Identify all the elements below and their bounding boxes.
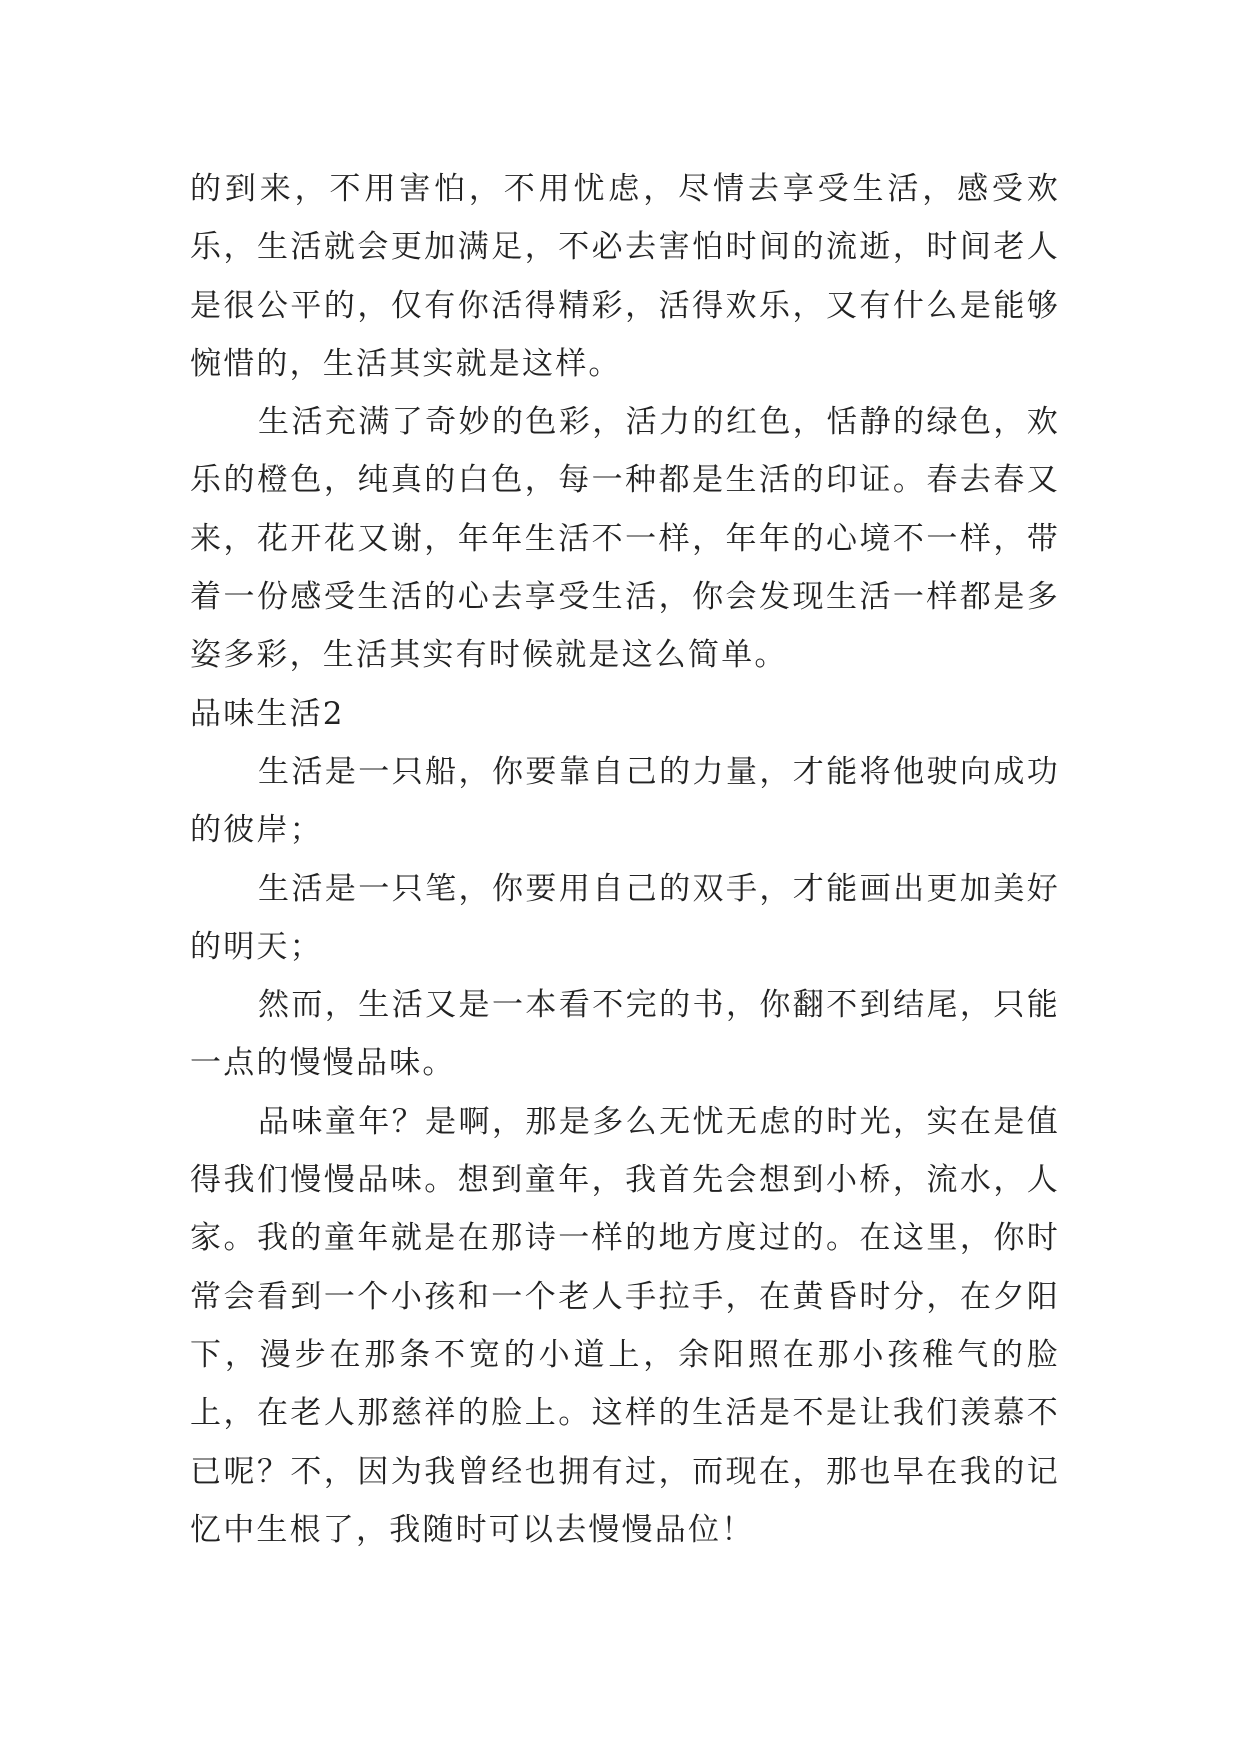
paragraph-life-pen: 生活是一只笔，你要用自己的双手，才能画出更加美好的明天； — [190, 870, 1060, 965]
document-body — [190, 160, 1060, 1559]
paragraph-life-book: 然而，生活又是一本看不完的书，你翻不到结尾，只能一点的慢慢品味。 — [190, 987, 1060, 1082]
section-heading: 品味生活2 — [190, 695, 345, 732]
paragraph-continuation: 的到来，不用害怕，不用忧虑，尽情去享受生活，感受欢乐，生活就会更加满足，不必去害怕时间的流逝，时间老人是很公平的，仅有你活得精彩，活得欢乐，又有什么是能够惋惜的，生活其实就是这样。 — [190, 171, 1060, 382]
paragraph-life-boat: 生活是一只船，你要靠自己的力量，才能将他驶向成功的彼岸； — [190, 753, 1060, 849]
paragraph-colors-of-life: 生活充满了奇妙的色彩，活力的红色，恬静的绿色，欢乐的橙色，纯真的白色，每一种都是生活的印证。春去春又来，花开花又谢，年年生活不一样，年年的心境不一样，带着一份感受生活的心去享受生活，你会发现生活一样都是多姿多彩，生活其实有时候就是这么简单。 — [190, 404, 1060, 674]
paragraph-childhood: 品味童年？是啊，那是多么无忧无虑的时光，实在是值得我们慢慢品味。想到童年，我首先会想到小桥，流水，人家。我的童年就是在那诗一样的地方度过的。在这里，你时常会看到一个小孩和一个老人手拉手，在黄昏时分，在夕阳下，漫步在那条不宽的小道上，余阳照在那小孩稚气的脸上，在老人那慈祥的脸上。这样的生活是不是让我们羡慕不已呢？不，因为我曾经也拥有过，而现在，那也早在我的记忆中生根了，我随时可以去慢慢品位！ — [190, 1103, 1060, 1548]
